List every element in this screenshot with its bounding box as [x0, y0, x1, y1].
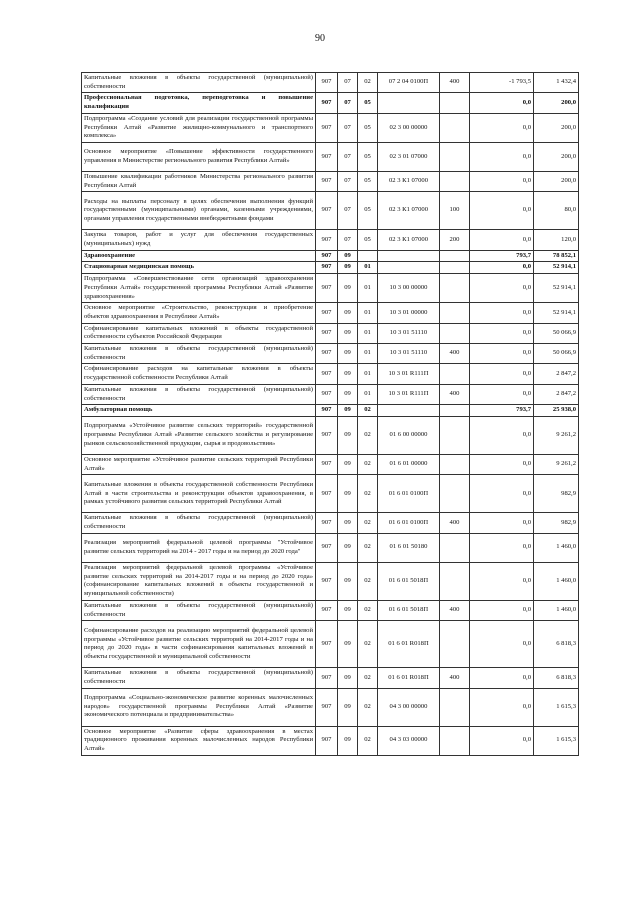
row-name: Капитальные вложения в объекты государственной собственности Республики Алтай в части строительства и реконструкции объектов здравоохранения, в рамках устойчивого развития сельских территорий Республики Алтай — [82, 475, 316, 513]
row-expense-type — [440, 250, 470, 262]
row-change-amount: 0,0 — [470, 621, 534, 668]
row-target-article: 10 3 01 R111П — [378, 384, 440, 404]
page-number: 90 — [315, 33, 325, 44]
row-expense-type: 400 — [440, 668, 470, 688]
table-row — [82, 364, 579, 384]
table-row — [82, 323, 579, 343]
row-target-article — [378, 93, 440, 113]
row-grbs-code: 907 — [316, 726, 338, 755]
row-grbs-code: 907 — [316, 323, 338, 343]
row-name: Капитальные вложения в объекты государственной (муниципальной) собственности — [82, 600, 316, 620]
row-grbs-code: 907 — [316, 533, 338, 562]
row-subsection-code: 05 — [358, 93, 378, 113]
row-target-article: 02 3 00 00000 — [378, 113, 440, 142]
row-subsection-code: 05 — [358, 142, 378, 171]
row-expense-type — [440, 113, 470, 142]
row-target-article — [378, 250, 440, 262]
row-grbs-code: 907 — [316, 230, 338, 250]
row-expense-type — [440, 323, 470, 343]
row-subsection-code: 02 — [358, 621, 378, 668]
row-grbs-code: 907 — [316, 142, 338, 171]
row-total-amount: 1 432,4 — [534, 73, 579, 93]
row-total-amount: 52 914,1 — [534, 303, 579, 323]
row-target-article: 01 6 01 00000 — [378, 454, 440, 474]
row-change-amount: 0,0 — [470, 533, 534, 562]
row-change-amount: 0,0 — [470, 230, 534, 250]
table-row — [82, 192, 579, 230]
row-change-amount: 0,0 — [470, 262, 534, 274]
row-name: Профессиональная подготовка, переподготовка и повышение квалификации — [82, 93, 316, 113]
table-row — [82, 262, 579, 274]
row-expense-type — [440, 142, 470, 171]
row-grbs-code: 907 — [316, 416, 338, 454]
row-grbs-code: 907 — [316, 384, 338, 404]
row-total-amount: 2 847,2 — [534, 384, 579, 404]
row-grbs-code: 907 — [316, 454, 338, 474]
table-row — [82, 405, 579, 417]
row-grbs-code: 907 — [316, 113, 338, 142]
row-section-code: 09 — [338, 405, 358, 417]
row-grbs-code: 907 — [316, 262, 338, 274]
row-target-article: 10 3 01 00000 — [378, 303, 440, 323]
row-target-article: 01 6 01 0100П — [378, 513, 440, 533]
row-section-code: 09 — [338, 416, 358, 454]
row-grbs-code: 907 — [316, 250, 338, 262]
row-section-code: 09 — [338, 262, 358, 274]
row-section-code: 09 — [338, 533, 358, 562]
row-subsection-code: 02 — [358, 668, 378, 688]
row-grbs-code: 907 — [316, 344, 338, 364]
row-expense-type — [440, 416, 470, 454]
table-row — [82, 688, 579, 726]
row-name: Подпрограмма «Совершенствование сети организаций здравоохранения Республики Алтай» государственной программы Республики Алтай «Развитие здравоохранения» — [82, 274, 316, 303]
table-row — [82, 668, 579, 688]
table-row — [82, 562, 579, 600]
row-target-article: 10 3 00 00000 — [378, 274, 440, 303]
row-name: Расходы на выплаты персоналу в целях обеспечения выполнения функций государственными (муниципальными) органами, казенными учреждениями, органами управления государственными внебюджетными фондами — [82, 192, 316, 230]
row-name: Капитальные вложения в объекты государственной (муниципальной) собственности — [82, 513, 316, 533]
row-subsection-code: 02 — [358, 513, 378, 533]
table-row — [82, 113, 579, 142]
row-change-amount: 0,0 — [470, 323, 534, 343]
row-total-amount: 982,9 — [534, 475, 579, 513]
row-total-amount: 52 914,1 — [534, 262, 579, 274]
row-grbs-code: 907 — [316, 562, 338, 600]
row-target-article: 02 3 К1 07000 — [378, 230, 440, 250]
table-row — [82, 230, 579, 250]
row-expense-type — [440, 405, 470, 417]
row-grbs-code: 907 — [316, 475, 338, 513]
row-name: Основное мероприятие «Повышение эффективности государственного управления в Министерстве регионального развития Республики Алтай» — [82, 142, 316, 171]
row-section-code: 09 — [338, 323, 358, 343]
row-total-amount: 1 615,3 — [534, 688, 579, 726]
row-name: Основное мероприятие «Строительство, реконструкция и приобретение объектов здравоохранения в Республике Алтай» — [82, 303, 316, 323]
row-section-code: 09 — [338, 475, 358, 513]
row-change-amount: 0,0 — [470, 274, 534, 303]
row-name: Софинансирование капитальных вложений в объекты государственной собственности субъектов Российской Федерации — [82, 323, 316, 343]
row-total-amount: 80,0 — [534, 192, 579, 230]
row-subsection-code: 05 — [358, 230, 378, 250]
row-section-code: 07 — [338, 230, 358, 250]
row-section-code: 07 — [338, 93, 358, 113]
row-target-article: 10 3 01 51110 — [378, 344, 440, 364]
row-grbs-code: 907 — [316, 600, 338, 620]
row-name: Подпрограмма «Создание условий для реализации государственной программы Республики Алтай «Развитие жилищно-коммунального и транспортного комплекса» — [82, 113, 316, 142]
table-row — [82, 274, 579, 303]
row-subsection-code: 01 — [358, 323, 378, 343]
table-row — [82, 416, 579, 454]
table-row — [82, 533, 579, 562]
row-change-amount: 0,0 — [470, 726, 534, 755]
row-name: Капитальные вложения в объекты государственной (муниципальной) собственности — [82, 344, 316, 364]
row-change-amount: 0,0 — [470, 562, 534, 600]
row-change-amount: 0,0 — [470, 600, 534, 620]
row-target-article: 04 3 00 00000 — [378, 688, 440, 726]
table-row — [82, 250, 579, 262]
row-subsection-code: 02 — [358, 454, 378, 474]
row-grbs-code: 907 — [316, 621, 338, 668]
row-subsection-code: 05 — [358, 192, 378, 230]
row-change-amount: 0,0 — [470, 142, 534, 171]
row-total-amount: 78 852,1 — [534, 250, 579, 262]
row-section-code: 09 — [338, 384, 358, 404]
table-body — [82, 73, 579, 756]
row-subsection-code: 01 — [358, 344, 378, 364]
row-section-code: 09 — [338, 562, 358, 600]
row-grbs-code: 907 — [316, 405, 338, 417]
row-expense-type — [440, 303, 470, 323]
row-section-code: 09 — [338, 274, 358, 303]
row-target-article: 10 3 01 51110 — [378, 323, 440, 343]
row-target-article: 01 6 01 5018П — [378, 562, 440, 600]
row-section-code: 07 — [338, 113, 358, 142]
row-target-article: 01 6 01 R018П — [378, 668, 440, 688]
row-name: Здравоохранение — [82, 250, 316, 262]
row-grbs-code: 907 — [316, 364, 338, 384]
row-target-article: 10 3 01 R111П — [378, 364, 440, 384]
row-name: Основное мероприятие «Устойчивое развитие сельских территорий Республики Алтай» — [82, 454, 316, 474]
row-total-amount: 52 914,1 — [534, 274, 579, 303]
row-target-article — [378, 262, 440, 274]
table-row — [82, 621, 579, 668]
row-grbs-code: 907 — [316, 171, 338, 191]
row-section-code: 09 — [338, 344, 358, 364]
row-section-code: 09 — [338, 668, 358, 688]
row-expense-type — [440, 274, 470, 303]
row-change-amount: 0,0 — [470, 364, 534, 384]
row-target-article: 02 3 К1 07000 — [378, 171, 440, 191]
row-section-code: 09 — [338, 364, 358, 384]
row-expense-type — [440, 688, 470, 726]
row-name: Стационарная медицинская помощь — [82, 262, 316, 274]
row-section-code: 09 — [338, 621, 358, 668]
row-section-code: 09 — [338, 726, 358, 755]
row-total-amount: 200,0 — [534, 113, 579, 142]
row-grbs-code: 907 — [316, 688, 338, 726]
row-total-amount: 9 261,2 — [534, 454, 579, 474]
row-target-article: 01 6 01 5018П — [378, 600, 440, 620]
row-change-amount: 0,0 — [470, 93, 534, 113]
row-change-amount: 0,0 — [470, 688, 534, 726]
row-total-amount: 982,9 — [534, 513, 579, 533]
row-total-amount: 200,0 — [534, 171, 579, 191]
row-total-amount: 1 460,0 — [534, 562, 579, 600]
table-row — [82, 93, 579, 113]
row-subsection-code: 01 — [358, 384, 378, 404]
row-subsection-code: 02 — [358, 562, 378, 600]
row-total-amount: 50 066,9 — [534, 344, 579, 364]
row-name: Закупка товаров, работ и услуг для обеспечения государственных (муниципальных) нужд — [82, 230, 316, 250]
row-expense-type: 400 — [440, 73, 470, 93]
row-name: Реализация мероприятий федеральной целевой программы "Устойчивое развитие сельских территорий на 2014 - 2017 годы и на период до 2020 года" — [82, 533, 316, 562]
row-target-article: 07 2 04 0100П — [378, 73, 440, 93]
row-subsection-code: 01 — [358, 303, 378, 323]
row-grbs-code: 907 — [316, 93, 338, 113]
row-grbs-code: 907 — [316, 668, 338, 688]
row-expense-type — [440, 364, 470, 384]
row-expense-type: 400 — [440, 344, 470, 364]
row-expense-type — [440, 621, 470, 668]
table-row — [82, 171, 579, 191]
row-total-amount: 6 818,3 — [534, 621, 579, 668]
row-target-article: 01 6 01 50180 — [378, 533, 440, 562]
table-row — [82, 384, 579, 404]
row-total-amount: 50 066,9 — [534, 323, 579, 343]
row-change-amount: 0,0 — [470, 668, 534, 688]
row-change-amount: 0,0 — [470, 513, 534, 533]
budget-table — [81, 72, 579, 756]
row-name: Подпрограмма «Социально-экономическое развитие коренных малочисленных народов» государственной программы Республики Алтай «Развитие экономического потенциала и предпринимательства» — [82, 688, 316, 726]
row-change-amount: 0,0 — [470, 416, 534, 454]
row-subsection-code: 05 — [358, 171, 378, 191]
row-subsection-code: 02 — [358, 533, 378, 562]
row-total-amount: 1 460,0 — [534, 600, 579, 620]
row-expense-type: 400 — [440, 513, 470, 533]
row-name: Софинансирование расходов на реализацию мероприятий федеральной целевой программы «Устойчивое развитие сельских территорий на 2014-2017 годы и на период до 2020 года» в части софинансирования капитальных вложений в объекты государственной и муниципальной собственности — [82, 621, 316, 668]
row-grbs-code: 907 — [316, 513, 338, 533]
row-expense-type — [440, 171, 470, 191]
row-total-amount: 1 615,3 — [534, 726, 579, 755]
row-section-code: 07 — [338, 73, 358, 93]
row-grbs-code: 907 — [316, 274, 338, 303]
row-total-amount: 25 938,0 — [534, 405, 579, 417]
row-total-amount: 1 460,0 — [534, 533, 579, 562]
row-expense-type: 200 — [440, 230, 470, 250]
row-subsection-code: 01 — [358, 274, 378, 303]
row-change-amount: 0,0 — [470, 303, 534, 323]
table-row — [82, 344, 579, 364]
row-subsection-code: 02 — [358, 688, 378, 726]
row-subsection-code: 01 — [358, 364, 378, 384]
table-row — [82, 513, 579, 533]
row-change-amount: 0,0 — [470, 344, 534, 364]
row-name: Реализация мероприятий федеральной целевой программы «Устойчивое развитие сельских территорий на 2014-2017 годы и на период до 2020 года» (софинансирование капитальных вложений в объекты государственной и муниципальной собственности) — [82, 562, 316, 600]
row-name: Капитальные вложения в объекты государственной (муниципальной) собственности — [82, 668, 316, 688]
row-target-article: 02 3 01 07000 — [378, 142, 440, 171]
row-change-amount: 0,0 — [470, 171, 534, 191]
row-expense-type — [440, 475, 470, 513]
row-section-code: 07 — [338, 171, 358, 191]
table-row — [82, 454, 579, 474]
row-total-amount: 6 818,3 — [534, 668, 579, 688]
row-change-amount: 0,0 — [470, 475, 534, 513]
row-name: Основное мероприятие «Развитие сферы здравоохранения в местах традиционного проживания коренных малочисленных народов Республики Алтай» — [82, 726, 316, 755]
row-total-amount: 9 261,2 — [534, 416, 579, 454]
row-change-amount: 793,7 — [470, 405, 534, 417]
row-name: Амбулаторная помощь — [82, 405, 316, 417]
table-row — [82, 142, 579, 171]
table-row — [82, 600, 579, 620]
row-target-article: 04 3 03 00000 — [378, 726, 440, 755]
row-subsection-code: 02 — [358, 600, 378, 620]
row-target-article: 01 6 01 0100П — [378, 475, 440, 513]
row-section-code: 07 — [338, 192, 358, 230]
row-expense-type: 100 — [440, 192, 470, 230]
table-row — [82, 475, 579, 513]
row-target-article: 02 3 К1 07000 — [378, 192, 440, 230]
row-change-amount: 0,0 — [470, 384, 534, 404]
row-grbs-code: 907 — [316, 192, 338, 230]
row-section-code: 07 — [338, 142, 358, 171]
row-section-code: 09 — [338, 688, 358, 726]
row-subsection-code: 02 — [358, 416, 378, 454]
row-expense-type: 400 — [440, 600, 470, 620]
row-expense-type — [440, 562, 470, 600]
row-target-article — [378, 405, 440, 417]
row-change-amount: -1 793,5 — [470, 73, 534, 93]
row-change-amount: 0,0 — [470, 113, 534, 142]
row-grbs-code: 907 — [316, 303, 338, 323]
row-total-amount: 200,0 — [534, 142, 579, 171]
row-change-amount: 0,0 — [470, 192, 534, 230]
row-subsection-code: 05 — [358, 113, 378, 142]
row-grbs-code: 907 — [316, 73, 338, 93]
table-row — [82, 303, 579, 323]
row-target-article: 01 6 00 00000 — [378, 416, 440, 454]
row-name: Софинансирование расходов на капитальные вложения в объекты государственной собственности Республики Алтай — [82, 364, 316, 384]
row-subsection-code: 02 — [358, 475, 378, 513]
row-total-amount: 200,0 — [534, 93, 579, 113]
row-subsection-code: 02 — [358, 405, 378, 417]
row-section-code: 09 — [338, 600, 358, 620]
row-subsection-code: 02 — [358, 73, 378, 93]
row-expense-type — [440, 533, 470, 562]
row-section-code: 09 — [338, 454, 358, 474]
row-target-article: 01 6 01 R018П — [378, 621, 440, 668]
row-subsection-code: 02 — [358, 726, 378, 755]
row-name: Подпрограмма «Устойчивое развитие сельских территорий» государственной программы Республики Алтай «Развитие сельского хозяйства и регулирование рынков сельскохозяйственной продукции, сырья и продовольствия» — [82, 416, 316, 454]
row-change-amount: 793,7 — [470, 250, 534, 262]
row-change-amount: 0,0 — [470, 454, 534, 474]
row-total-amount: 2 847,2 — [534, 364, 579, 384]
row-name: Повышение квалификации работников Министерства регионального развития Республики Алтай — [82, 171, 316, 191]
row-expense-type — [440, 262, 470, 274]
row-expense-type: 400 — [440, 384, 470, 404]
row-expense-type — [440, 454, 470, 474]
table-row — [82, 726, 579, 755]
row-section-code: 09 — [338, 250, 358, 262]
table-row — [82, 73, 579, 93]
row-section-code: 09 — [338, 303, 358, 323]
row-expense-type — [440, 93, 470, 113]
row-name: Капитальные вложения в объекты государственной (муниципальной) собственности — [82, 73, 316, 93]
row-expense-type — [440, 726, 470, 755]
row-subsection-code — [358, 250, 378, 262]
row-subsection-code: 01 — [358, 262, 378, 274]
row-total-amount: 120,0 — [534, 230, 579, 250]
row-name: Капитальные вложения в объекты государственной (муниципальной) собственности — [82, 384, 316, 404]
row-section-code: 09 — [338, 513, 358, 533]
